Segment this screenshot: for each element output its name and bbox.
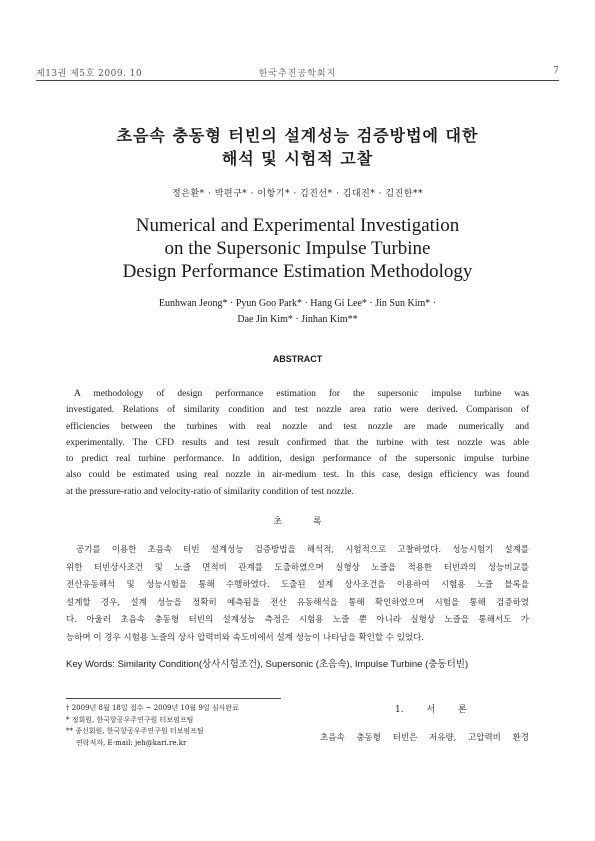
korean-abstract-line: 위한 터빈상사조건 및 노즐 면적비 관계를 도출하였으며 실형상 노즐을 적용한 터빈과의 성능비교를: [66, 562, 529, 573]
keywords: Key Words: Similarity Condition(상사시험조건), Supersonic (초음속), Impulse Turbine (충동터빈): [66, 659, 469, 670]
english-title-line: Design Performance Estimation Methodology: [122, 261, 473, 282]
english-authors: [0, 296, 595, 328]
abstract-line: investigated. Relations of similarity condition and test nozzle area ratio were derived. Comparison of: [66, 405, 529, 416]
abstract-heading: ABSTRACT: [272, 354, 323, 364]
footnote-affiliation: * 정회원, 한국항공우주연구원 터보펌프팀: [66, 715, 194, 724]
korean-authors: 정은환* · 박편구* · 이항기* · 김진선* · 김대진* · 김진한**: [172, 189, 423, 199]
english-title-line: Numerical and Experimental Investigation: [135, 215, 460, 236]
section-first-line: 초음속 충동형 터빈은 저유량, 고압력비 환경: [320, 733, 529, 743]
abstract-line: experimentally. The CFD results and test result confirmed that the turbine with test nozzle was able: [66, 437, 529, 448]
korean-title-line: 해석 및 시험적 고찰: [221, 149, 374, 168]
english-authors-line: Dae Jin Kim* · Jinhan Kim**: [237, 314, 358, 325]
abstract-line: A methodology of design performance estimation for the supersonic impulse turbine was: [74, 389, 529, 399]
korean-abstract-line: 전산유동해석 및 성능시험을 통해 수행하였다. 도출된 설계 상사조건을 이용하여 시험용 노즐 블록을: [66, 580, 529, 590]
footnote-affiliation: ** 종신회원, 한국항공우주연구원 터보펌프팀: [66, 727, 204, 735]
footnote-contact: 연락저자, E-mail: jeh@kari.re.kr: [76, 738, 187, 747]
abstract-line: to predict real turbine performance. In addition, design performance of the supersonic impulse turbine: [66, 454, 529, 465]
korean-title-line: 초음속 충동형 터빈의 설계성능 검증방법에 대한: [116, 126, 479, 145]
english-authors-line: Eunhwan Jeong* · Pyun Goo Park* · Hang Gi Lee* · Jin Sun Kim* ·: [158, 298, 437, 309]
korean-abstract-line: 능하며 이 경우 시험용 노즐의 상사 압력비와 속도비에서 설계 성능이 나타남을 확인할 수 있었다.: [66, 632, 425, 643]
journal-volume: 제13권 제5호 2009. 10: [36, 69, 143, 79]
section-heading: 1. 서 론: [395, 705, 467, 715]
english-title: [0, 214, 595, 283]
abstract-line: at the pressure-ratio and velocity-ratio of similarity condition of test nozzle.: [66, 486, 354, 497]
abstract-body: [66, 386, 529, 500]
footnote-rule: [66, 698, 281, 699]
running-header: [36, 66, 559, 80]
abstract-line: also could be estimated using real nozzle in air-medium test. In this case, design efficiency was found: [66, 470, 529, 481]
korean-abstract-line: 다. 아울러 초음속 충동형 터빈의 설계성능 측정은 시험용 노즐 뿐 아니라 실형상 노즐을 통해서도 가: [66, 615, 529, 625]
header-rule: [36, 80, 559, 81]
korean-title: [0, 124, 595, 170]
journal-name: 한국추진공학회지: [258, 69, 337, 79]
korean-abstract-line: 설계할 경우, 설계 성능을 정확히 예측됨을 전산 유동해석을 통해 확인하였으며 시험을 통해 검증하였: [66, 597, 529, 608]
korean-abstract-heading: 초 록: [273, 517, 322, 527]
abstract-line: efficiencies between the turbines with real nozzle and test nozzle are made numerically and: [66, 421, 529, 432]
footnotes: [66, 703, 296, 749]
korean-abstract-body: [66, 542, 529, 647]
page-number: 7: [553, 66, 559, 76]
korean-abstract-line: 공기를 이용한 초음속 터빈 설계성능 검증방법을 해석적, 시험적으로 고찰하였다. 성능시험기 설계를: [76, 545, 529, 555]
footnote-received: † 2009년 8월 18일 접수 ~ 2009년 10월 9일 심사완료: [66, 704, 239, 712]
english-title-line: on the Supersonic Impulse Turbine: [164, 238, 431, 259]
